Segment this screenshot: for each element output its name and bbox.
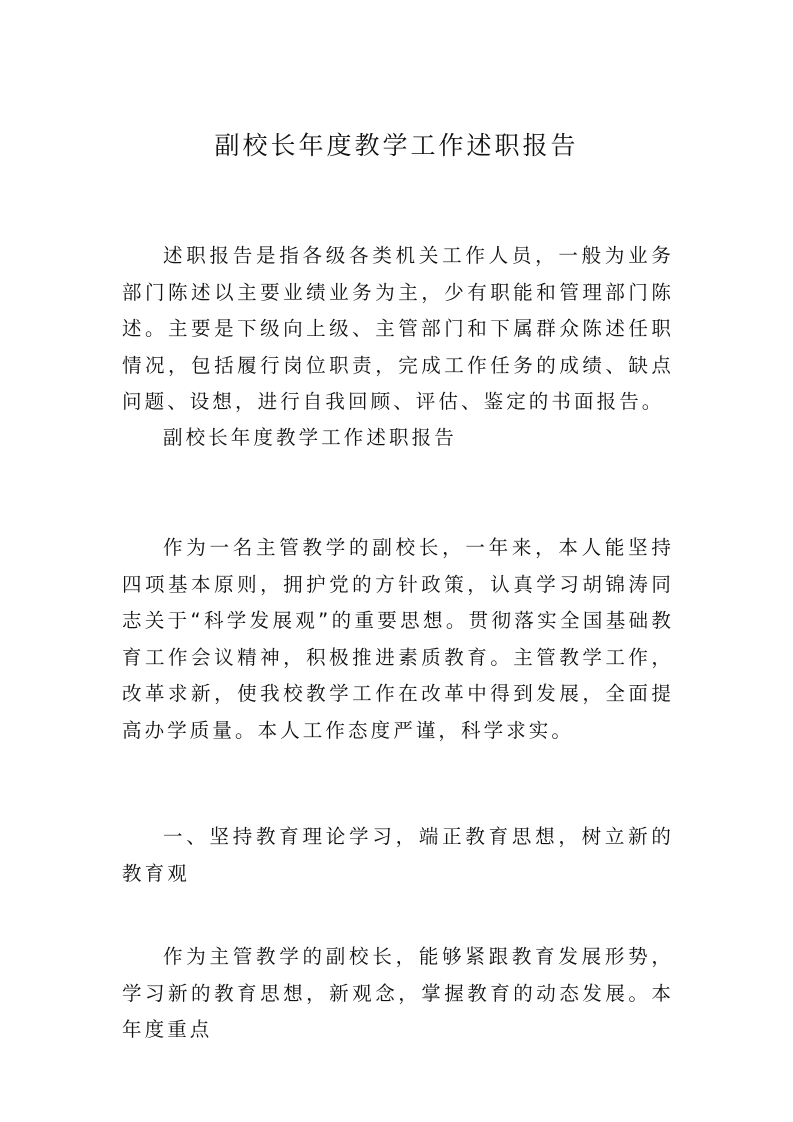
section-1-paragraph: 作为主管教学的副校长，能够紧跟教育发展形势，学习新的教育思想，新观念，掌握教育的动态发展。本年度重点 (122, 945, 674, 1041)
section-heading-1: 一、坚持教育理论学习，端正教育思想，树立新的教育观 (122, 825, 674, 885)
subtitle-paragraph: 副校长年度教学工作述职报告 (163, 426, 457, 449)
overview-paragraph: 作为一名主管教学的副校长，一年来，本人能坚持四项基本原则，拥护党的方针政策，认真学习胡锦涛同志关于“科学发展观”的重要思想。贯彻落实全国基础教育工作会议精神，积极推进素质教育。主管教学工作，改革求新，使我校教学工作在改革中得到发展，全面提高办学质量。本人工作态度严谨，科学求实。 (122, 536, 674, 742)
intro-paragraph: 述职报告是指各级各类机关工作人员，一般为业务部门陈述以主要业绩业务为主，少有职能和管理部门陈述。主要是下级向上级、主管部门和下属群众陈述任职情况，包括履行岗位职责，完成工作任务的成绩、缺点问题、设想，进行自我回顾、评估、鉴定的书面报告。 (122, 244, 674, 413)
document-title: 副校长年度教学工作述职报告 (214, 131, 579, 160)
